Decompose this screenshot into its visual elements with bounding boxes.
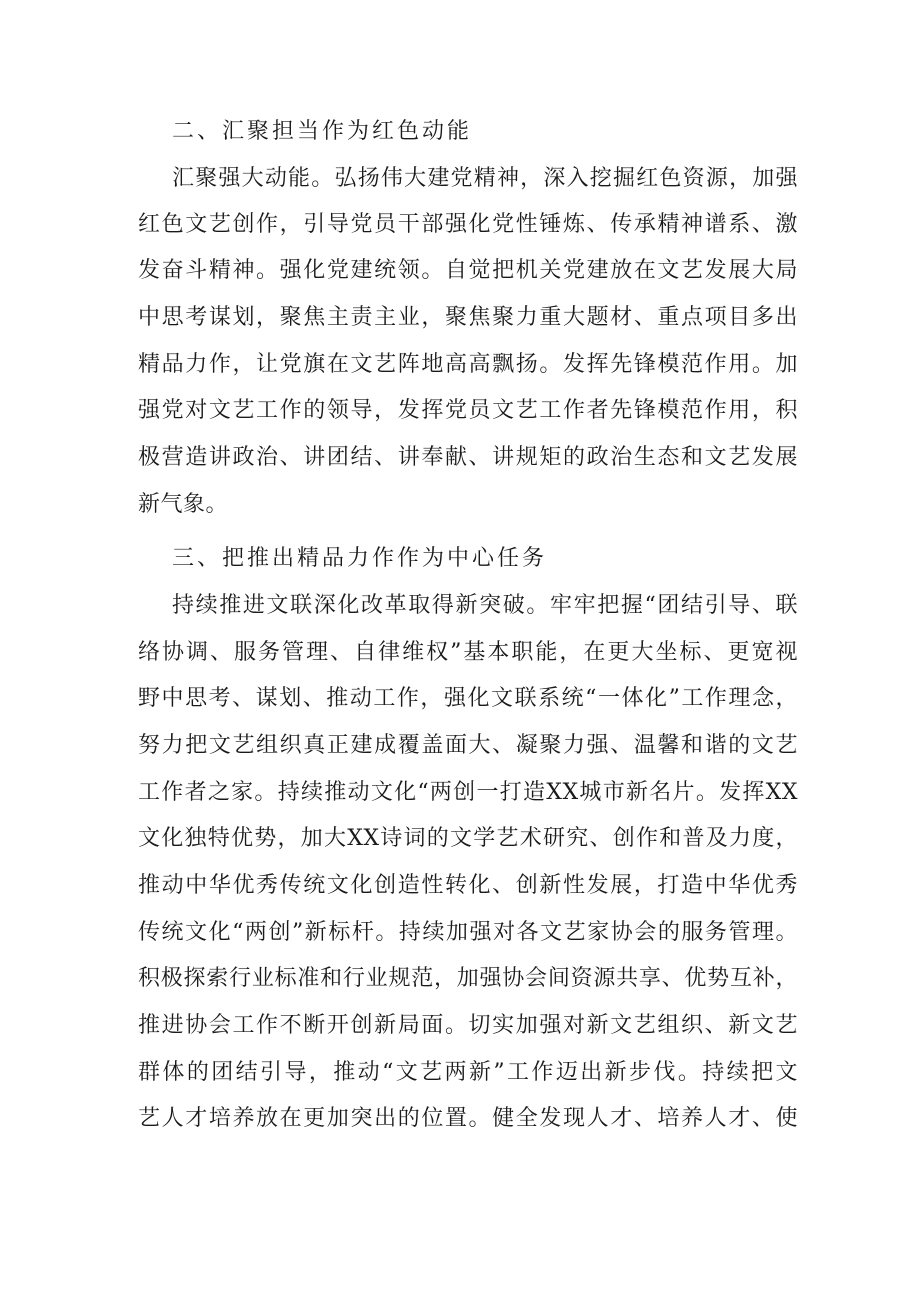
section-3-line-11: 群体的团结引导，推动“文艺两新”工作迈出新步伐。持续把文 (138, 1060, 798, 1085)
section-2-line-7: 极营造讲政治、讲团结、讲奉献、讲规矩的政治生态和文艺发展 (138, 445, 798, 470)
section-3-line-4: 努力把文艺组织真正建成覆盖面大、凝聚力强、温馨和谐的文艺 (138, 733, 798, 758)
section-3-line-7: 推动中华优秀传统文化创造性转化、创新性发展，打造中华优秀 (138, 873, 798, 898)
section-2-line-8: 新气象。 (138, 492, 229, 517)
section-2-heading: 二、汇聚担当作为红色动能 (172, 119, 473, 144)
section-3-line-5: 工作者之家。持续推动文化“两创一打造XX城市新名片。发挥XX (138, 780, 798, 805)
section-3-line-10: 推进协会工作不断开创新局面。切实加强对新文艺组织、新文艺 (138, 1013, 798, 1038)
section-3-line-2: 络协调、服务管理、自律维权”基本职能，在更大坐标、更宽视 (138, 640, 798, 665)
section-2-line-2: 红色文艺创作，引导党员干部强化党性锤炼、传承精神谱系、激 (138, 212, 798, 237)
section-2-line-6: 强党对文艺工作的领导，发挥党员文艺工作者先锋模范作用，积 (138, 398, 798, 423)
section-3-line-6: 文化独特优势，加大XX诗词的文学艺术研究、创作和普及力度， (138, 826, 798, 851)
section-3-line-3: 野中思考、谋划、推动工作，强化文联系统“一体化”工作理念， (138, 686, 798, 711)
section-3-line-8: 传统文化“两创”新标杆。持续加强对各文艺家协会的服务管理。 (138, 920, 798, 945)
section-3-heading: 三、把推出精品力作作为中心任务 (172, 546, 548, 571)
section-2-line-3: 发奋斗精神。强化党建统领。自觉把机关党建放在文艺发展大局 (138, 258, 798, 283)
section-2-line-1: 汇聚强大动能。弘扬伟大建党精神，深入挖掘红色资源，加强 (172, 166, 798, 191)
section-2-line-4: 中思考谋划，聚焦主责主业，聚焦聚力重大题材、重点项目多出 (138, 305, 798, 330)
section-3-line-12: 艺人才培养放在更加突出的位置。健全发现人才、培养人才、使 (138, 1106, 798, 1131)
section-2-line-5: 精品力作，让党旗在文艺阵地高高飘扬。发挥先锋模范作用。加 (138, 352, 798, 377)
section-3-line-1: 持续推进文联深化改革取得新突破。牢牢把握“团结引导、联 (172, 593, 798, 618)
section-3-line-9: 积极探索行业标准和行业规范，加强协会间资源共享、优势互补， (138, 966, 798, 991)
